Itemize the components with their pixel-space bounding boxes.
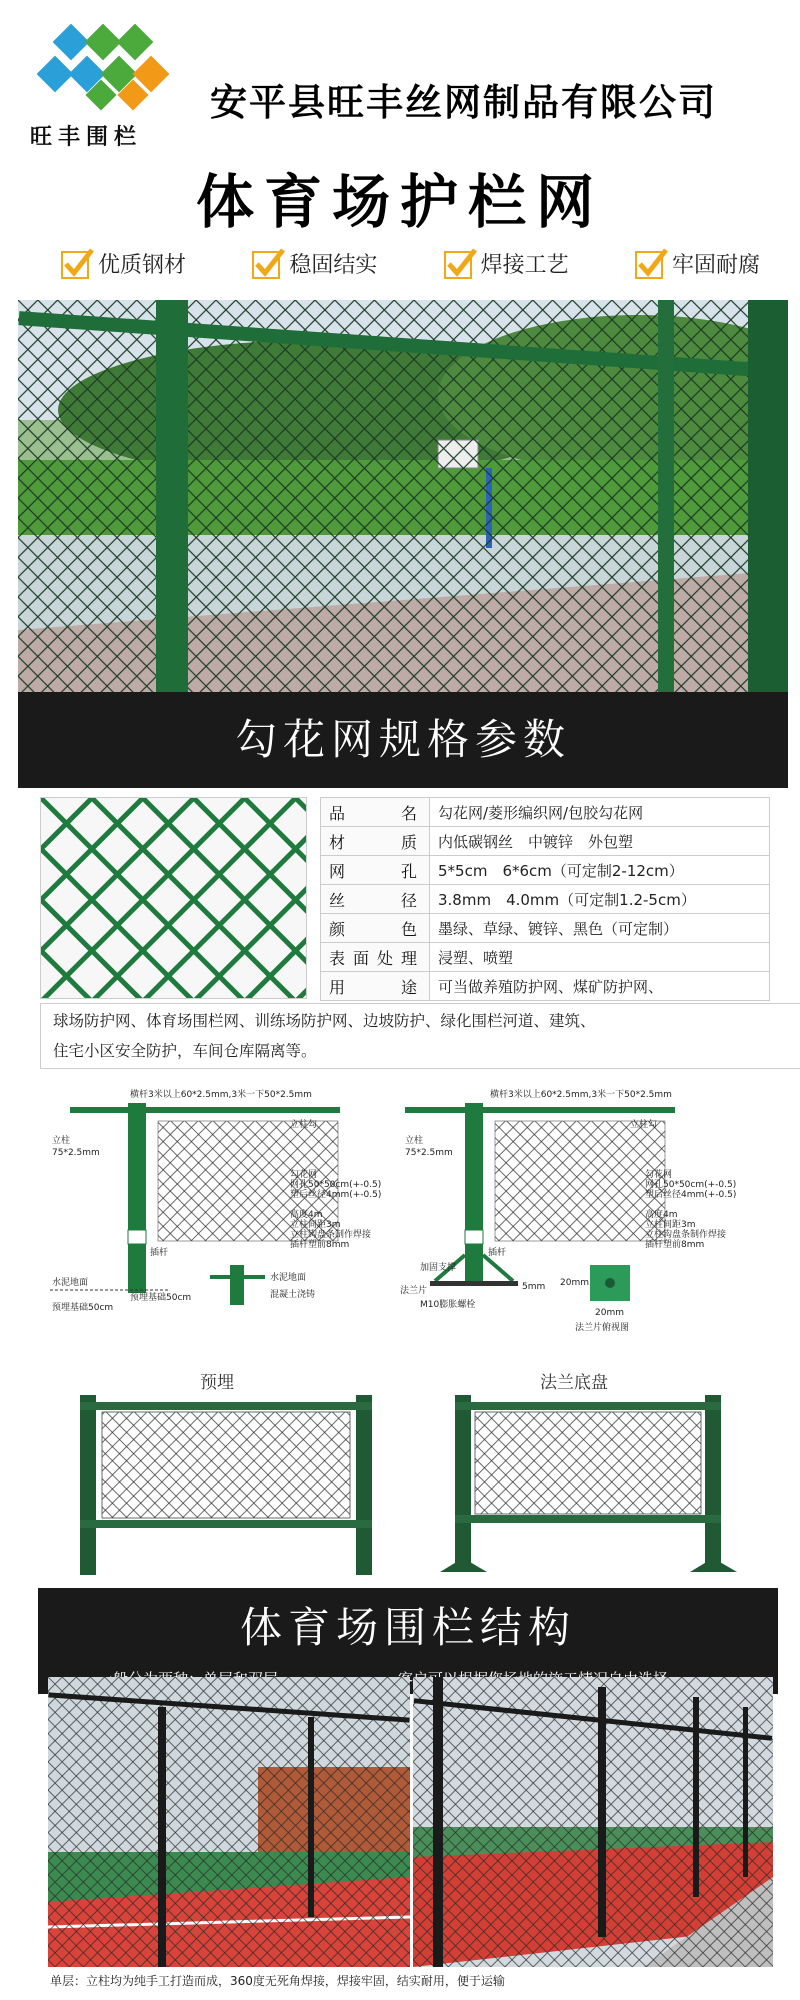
diagram-label: 立柱间距3m [290, 1220, 341, 1230]
spec-key: 颜色 [321, 914, 430, 943]
diagram-label: 高度4m [645, 1210, 678, 1220]
table-row [321, 914, 770, 943]
company-name: 安平县旺丰丝网制品有限公司 [210, 81, 717, 124]
diagram-label: 插杆 [488, 1248, 507, 1258]
spec-value: 墨绿、草绿、镀锌、黑色（可定制） [430, 914, 770, 943]
table-row [321, 827, 770, 856]
table-row [321, 856, 770, 885]
diagram-label: 立柱 [405, 1136, 424, 1146]
mesh-sample-image [40, 797, 307, 999]
check-icon [634, 246, 668, 280]
diagram-label: 横杆3米以上60*2.5mm,3米一下50*2.5mm [490, 1090, 672, 1100]
table-row [321, 972, 770, 1001]
diagram-label: 立柱 [52, 1136, 71, 1146]
single-layer-fence-photo [48, 1677, 410, 1967]
diagram-label: 插杆 [150, 1248, 169, 1258]
spec-key: 材质 [321, 827, 430, 856]
table-row [321, 798, 770, 827]
diagram-label: 75*2.5mm [52, 1148, 100, 1158]
feature-item [251, 238, 377, 288]
feature-item [60, 238, 186, 288]
check-icon [251, 246, 285, 280]
usage-continuation [40, 1003, 800, 1069]
diagram-label: 塑后丝径4mm(+-0.5) [645, 1190, 737, 1200]
diagram-label: 预埋基础50cm [130, 1293, 192, 1303]
logo-icon [28, 24, 178, 114]
diagram-label: 20mm [560, 1278, 589, 1288]
embed-install-diagram [50, 1085, 400, 1335]
table-row [321, 943, 770, 972]
flange-base-title: 法兰底盘 [540, 1373, 608, 1393]
diagram-label: 水泥地面 [270, 1273, 307, 1283]
stadium-fence-photo [18, 300, 788, 692]
spec-value: 3.8mm 4.0mm（可定制1.2-5cm） [430, 885, 770, 914]
usage-line: 球场防护网、体育场围栏网、训练场防护网、边坡防护、绿化围栏河道、建筑、 [53, 1012, 596, 1030]
diagram-label: 立柱勾 [630, 1120, 658, 1130]
diagram-label: 塑后丝径4mm(+-0.5) [290, 1190, 382, 1200]
spec-value: 5*5cm 6*6cm（可定制2-12cm） [430, 856, 770, 885]
diagram-label: 网孔50*50cm(+-0.5) [645, 1180, 737, 1190]
diagram-label: 横杆3米以上60*2.5mm,3米一下50*2.5mm [130, 1090, 312, 1100]
diagram-label: 高度4m [290, 1210, 323, 1220]
spec-value: 勾花网/菱形编织网/包胶勾花网 [430, 798, 770, 827]
diagram-label: 水泥地面 [52, 1278, 89, 1288]
flange-fence-image [435, 1390, 745, 1580]
feature-label: 优质钢材 [98, 252, 187, 278]
feature-label: 焊接工艺 [480, 252, 569, 278]
diagram-label: 插杆塑前8mm [290, 1240, 350, 1250]
spec-key: 品名 [321, 798, 430, 827]
feature-item [443, 238, 569, 288]
diagram-label: 加固支撑 [420, 1263, 457, 1273]
spec-table [320, 797, 770, 1001]
structure-section-title: 体育场围栏结构 [38, 1588, 778, 1668]
diagram-label: 混凝土浇铸 [270, 1290, 316, 1300]
embed-fence-image [70, 1390, 380, 1580]
diagram-label: 75*2.5mm [405, 1148, 453, 1158]
spec-key: 丝径 [321, 885, 430, 914]
feature-list [60, 238, 760, 288]
spec-value: 内低碳钢丝 中镀锌 外包塑 [430, 827, 770, 856]
diagram-label: 5mm [522, 1282, 546, 1292]
logo-text: 旺丰围栏 [30, 125, 143, 150]
spec-key: 表面处理 [321, 943, 430, 972]
diagram-label: 插杆塑前8mm [645, 1240, 705, 1250]
feature-label: 稳固结实 [289, 252, 378, 278]
diagram-label: 网孔50*50cm(+-0.5) [290, 1180, 382, 1190]
check-icon [60, 246, 94, 280]
diagram-label: 法兰片俯视图 [575, 1323, 630, 1333]
diagram-label: 法兰片 [400, 1286, 428, 1296]
double-layer-fence-photo [413, 1677, 773, 1967]
spec-value: 浸塑、喷塑 [430, 943, 770, 972]
spec-key: 用途 [321, 972, 430, 1001]
diagram-label: 立柱勾 [290, 1120, 318, 1130]
spec-section-title: 勾花网规格参数 [18, 692, 788, 788]
spec-value: 可当做养殖防护网、煤矿防护网、 [430, 972, 770, 1001]
diagram-label: 20mm [595, 1308, 624, 1318]
feature-label: 牢固耐腐 [671, 252, 760, 278]
spec-key: 网孔 [321, 856, 430, 885]
page-title: 体育场护栏网 [195, 168, 604, 236]
usage-line: 住宅小区安全防护，车间仓库隔离等。 [53, 1042, 317, 1060]
feature-item [634, 238, 760, 288]
diagram-label: 立柱间距3m [645, 1220, 696, 1230]
diagram-label: 立柱钩盘条制作焊接 [645, 1230, 727, 1240]
embed-title: 预埋 [200, 1373, 234, 1393]
diagram-label: 预埋基础50cm [52, 1303, 114, 1313]
diagram-label: M10膨胀螺栓 [420, 1300, 476, 1310]
diagram-label: 立柱钩盘条制作焊接 [290, 1230, 372, 1240]
table-row [321, 885, 770, 914]
check-icon [443, 246, 477, 280]
diagram-label: 勾花网 [645, 1170, 673, 1180]
diagram-label: 勾花网 [290, 1170, 318, 1180]
footer-note: 单层：立柱均为纯手工打造而成，360度无死角焊接，焊接牢固，结实耐用，便于运输 [50, 1974, 505, 1988]
flange-install-diagram [400, 1085, 750, 1335]
